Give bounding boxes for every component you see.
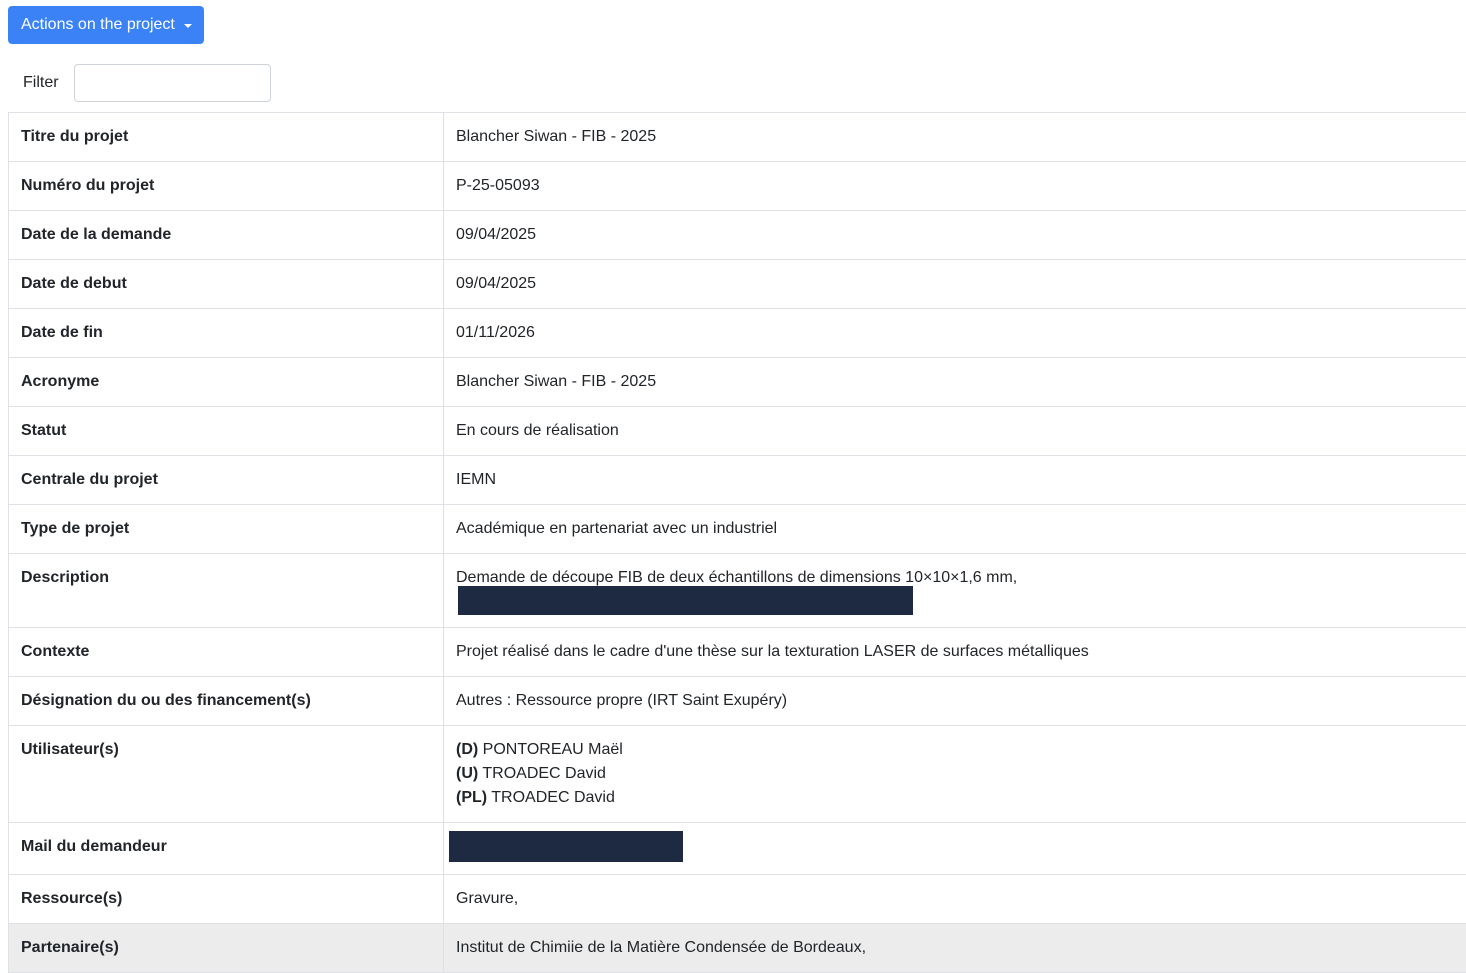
- table-row-date-demande: [9, 211, 1466, 260]
- field-label: Désignation du ou des financement(s): [9, 677, 444, 726]
- field-label: Date de debut: [9, 260, 444, 309]
- table-row-acronyme: [9, 358, 1466, 407]
- field-label: Type de projet: [9, 505, 444, 554]
- filter-row: [23, 64, 271, 102]
- table-row-ressources: [9, 875, 1466, 924]
- caret-down-icon: [184, 24, 192, 28]
- table-row-type: [9, 505, 1466, 554]
- table-row-numero: [9, 162, 1466, 211]
- user-name: TROADEC David: [482, 765, 606, 782]
- table-row-description: [9, 554, 1466, 628]
- user-role: (U): [456, 765, 478, 782]
- table-row-partenaires: [9, 924, 1466, 973]
- user-role: (PL): [456, 789, 487, 806]
- redaction-block: [458, 586, 913, 615]
- table-row-titre: [9, 113, 1466, 162]
- table-row-financement: [9, 677, 1466, 726]
- field-label: Statut: [9, 407, 444, 456]
- field-value: [444, 726, 1466, 823]
- user-name: PONTOREAU Maël: [483, 741, 623, 758]
- field-label: Mail du demandeur: [9, 823, 444, 875]
- description-text: Demande de découpe FIB de deux échantillons de dimensions 10×10×1,6 mm,: [456, 569, 1017, 586]
- field-label: Acronyme: [9, 358, 444, 407]
- user-entry: [456, 786, 1454, 810]
- field-label: Utilisateur(s): [9, 726, 444, 823]
- field-label: Numéro du projet: [9, 162, 444, 211]
- field-value: Autres : Ressource propre (IRT Saint Exupéry): [444, 677, 1466, 726]
- field-label: Centrale du projet: [9, 456, 444, 505]
- field-value: Blancher Siwan - FIB - 2025: [444, 113, 1466, 162]
- field-label: Partenaire(s): [9, 924, 444, 973]
- table-row-statut: [9, 407, 1466, 456]
- field-value: IEMN: [444, 456, 1466, 505]
- actions-button-label: Actions on the project: [21, 16, 175, 34]
- table-row-date-debut: [9, 260, 1466, 309]
- field-value: Gravure,: [444, 875, 1466, 924]
- field-label: Date de la demande: [9, 211, 444, 260]
- field-label: Description: [9, 554, 444, 628]
- field-value: [444, 823, 1466, 875]
- table-row-mail: [9, 823, 1466, 875]
- field-label: Titre du projet: [9, 113, 444, 162]
- field-value: [444, 554, 1466, 628]
- field-value: 09/04/2025: [444, 260, 1466, 309]
- field-value: Académique en partenariat avec un industriel: [444, 505, 1466, 554]
- redaction-block: [449, 831, 683, 862]
- field-value: 09/04/2025: [444, 211, 1466, 260]
- field-value: Blancher Siwan - FIB - 2025: [444, 358, 1466, 407]
- field-value: Institut de Chimiie de la Matière Condensée de Bordeaux,: [444, 924, 1466, 973]
- field-value: 01/11/2026: [444, 309, 1466, 358]
- field-label: Ressource(s): [9, 875, 444, 924]
- user-name: TROADEC David: [491, 789, 615, 806]
- actions-dropdown-button[interactable]: [8, 6, 204, 44]
- user-role: (D): [456, 741, 478, 758]
- table-row-date-fin: [9, 309, 1466, 358]
- project-details-table: [8, 112, 1466, 973]
- filter-label: Filter: [23, 74, 74, 92]
- field-value: P-25-05093: [444, 162, 1466, 211]
- filter-input[interactable]: [74, 64, 271, 102]
- field-label: Contexte: [9, 628, 444, 677]
- table-row-utilisateurs: [9, 726, 1466, 823]
- field-value: En cours de réalisation: [444, 407, 1466, 456]
- table-row-contexte: [9, 628, 1466, 677]
- user-entry: [456, 738, 1454, 762]
- field-label: Date de fin: [9, 309, 444, 358]
- user-entry: [456, 762, 1454, 786]
- table-row-centrale: [9, 456, 1466, 505]
- field-value: Projet réalisé dans le cadre d'une thèse sur la texturation LASER de surfaces métalliques: [444, 628, 1466, 677]
